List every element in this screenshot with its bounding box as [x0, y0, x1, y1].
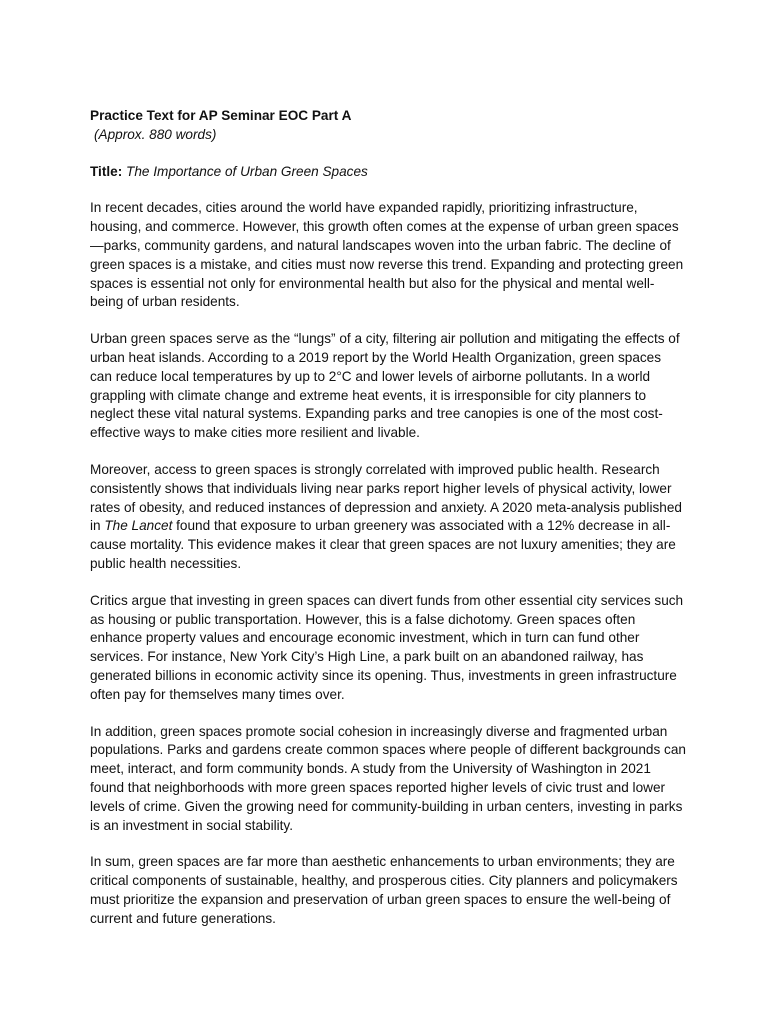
paragraph-public-health-part2: found that exposure to urban greenery was associated with a 12% decrease in all-cause mortality. This evidence makes it clear that green spaces are not luxury amenities; they are public health necessities. [90, 518, 676, 571]
paragraph-public-health [90, 461, 686, 574]
paragraph-conclusion: In sum, green spaces are far more than aesthetic enhancements to urban environments; they are critical components of sustainable, healthy, and prosperous cities. City planners and policymakers must prioritize the expansion and preservation of urban green spaces to ensure the well-being of current and future generations. [90, 854, 678, 926]
paragraph-environment: Urban green spaces serve as the “lungs” of a city, filtering air pollution and mitigating the effects of urban heat islands. According to a 2019 report by the World Health Organization, green spaces can reduce local temperatures by up to 2°C and lower levels of airborne pollutants. In a world grappling with climate change and extreme heat events, it is irresponsible for city planners to neglect these vital natural systems. Expanding parks and tree canopies is one of the most cost-effective ways to make cities more resilient and livable. [90, 331, 680, 441]
paragraph-social-cohesion: In addition, green spaces promote social cohesion in increasingly diverse and fragmented urban populations. Parks and gardens create common spaces where people of different backgrounds can meet, interact, and form community bonds. A study from the University of Washington in 2021 found that neighborhoods with more green spaces reported higher levels of civic trust and lower levels of crime. Given the growing need for community-building in urban centers, investing in parks is an investment in social stability. [90, 723, 686, 833]
journal-name: The Lancet [104, 518, 173, 534]
paragraph-public-health-part1: Moreover, access to green spaces is strongly correlated with improved public health. Research consistently shows that individuals living near parks report higher levels of physical activity, lower rates of obesity, and reduced instances of depression and anxiety. A 2020 meta-analysis published in [90, 461, 682, 534]
title-label: Title: [90, 163, 123, 179]
document-heading: Practice Text for AP Seminar EOC Part A [90, 108, 352, 123]
paragraph-intro: In recent decades, cities around the world have expanded rapidly, prioritizing infrastructure, housing, and commerce. However, this growth often comes at the expense of urban green spaces—parks, community gardens, and natural landscapes woven into the urban fabric. The decline of green spaces is a mistake, and cities must now reverse this trend. Expanding and protecting green spaces is essential not only for environmental health but also for the physical and mental well-being of urban residents. [90, 200, 684, 310]
essay-title-line [90, 163, 688, 182]
paragraph-economics: Critics argue that investing in green spaces can divert funds from other essential city services such as housing or public transportation. However, this is a false dichotomy. Green spaces often enhance property values and encourage economic investment, which in turn can fund other services. For instance, New York City’s High Line, a park built on an abandoned railway, has generated billions in economic activity since its opening. Thus, investments in green infrastructure often pay for themselves many times over. [90, 592, 684, 702]
word-count-note: (Approx. 880 words) [94, 126, 217, 142]
essay-title: The Importance of Urban Green Spaces [126, 163, 368, 179]
